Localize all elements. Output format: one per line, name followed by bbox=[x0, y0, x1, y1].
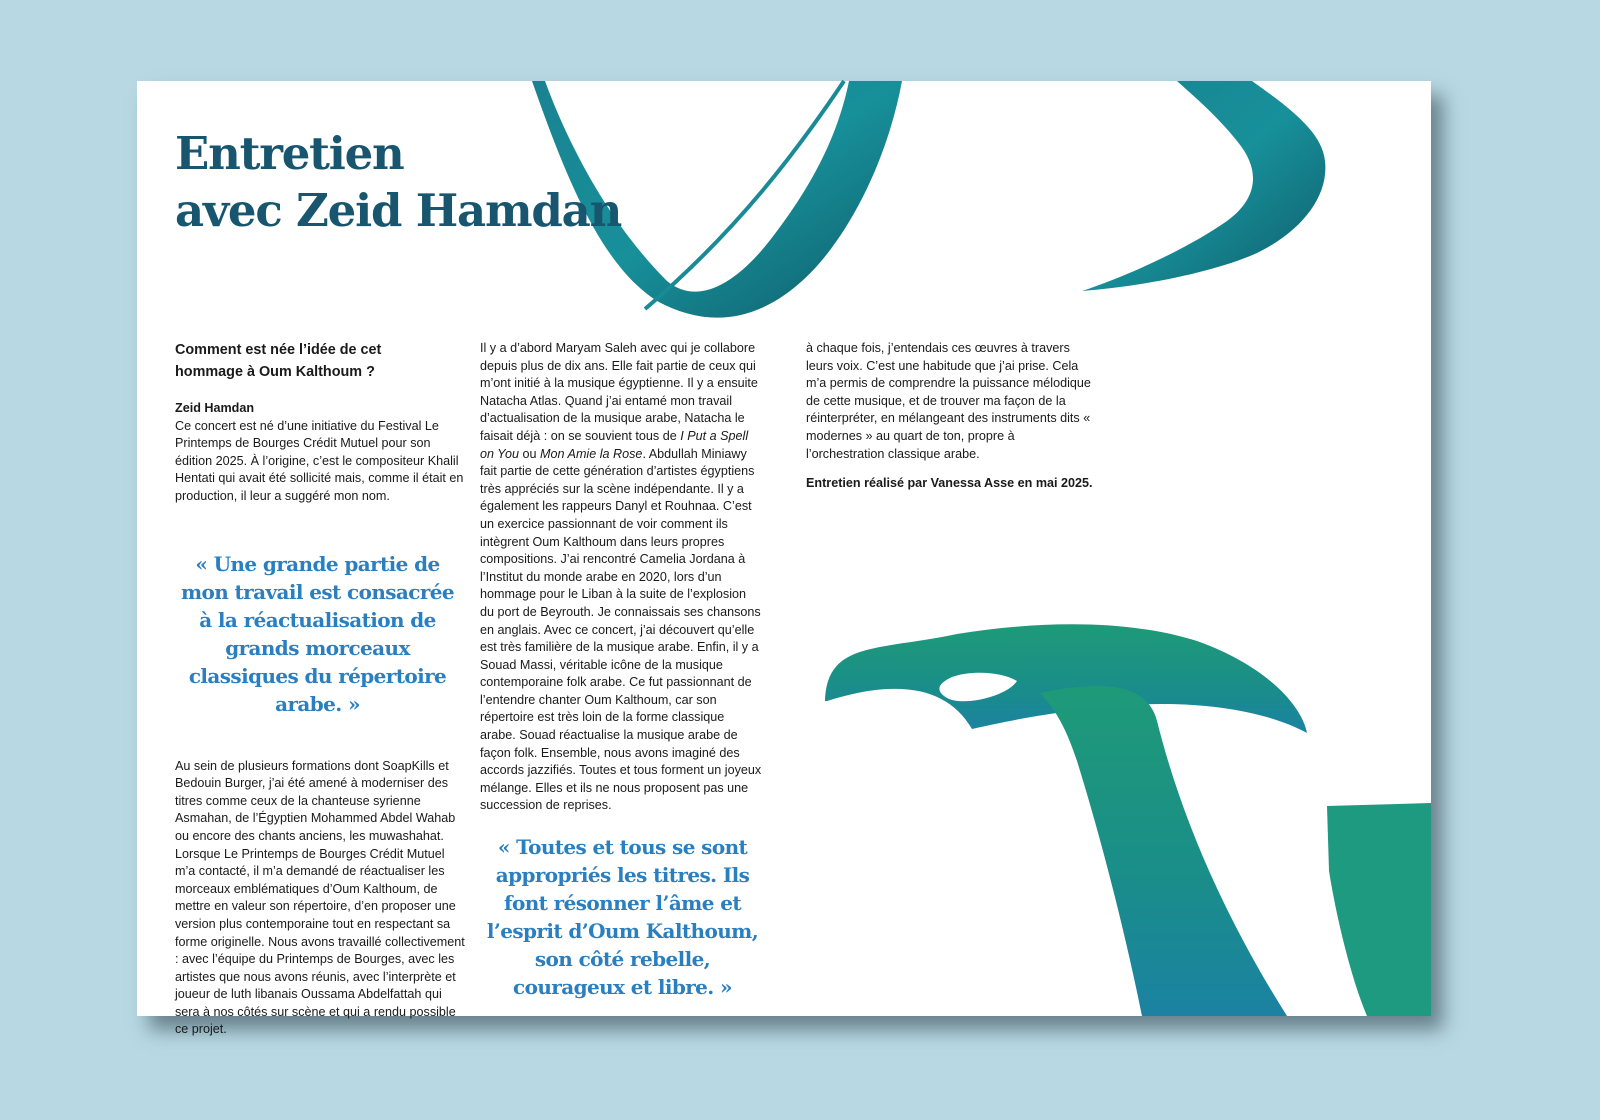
article-title bbox=[175, 125, 621, 239]
column-left-body: Au sein de plusieurs formations dont SoapKills et Bedouin Burger, j’ai été amené à moderniser des titres comme ceux de la chanteuse syrienne Asmahan, de l’Égyptien Mohammed Abdel Wahab ou encore des chants anciens, les muwashahat. Lorsque Le Printemps de Bourges Crédit Mutuel m’a contacté, il m’a demandé de réactualiser les morceaux emblématiques d’Oum Kalthoum, de mettre en valeur son répertoire, d’en proposer une version plus contemporaine tout en respectant sa forme originelle. Nous avons travaillé collectivement : avec l’équipe du Printemps de Bourges, avec les artistes que nous avons réunis, avec l’interprète et joueur de luth libanais Oussama Abdelfattah qui sera à nos côtés sur scène et qui a rendu possible ce projet. bbox=[175, 758, 465, 1037]
body-text: . Abdullah Miniawy fait partie de cette génération d’artistes égyptiens très appréciés sur la scène indépendante. Il y a également les rappeurs Danyl et Rouhnaa. C’est un exercice passionnant de voir comment ils intègrent Oum Kalthoum dans leurs propres compositions. J’ai rencontré Camelia Jordana à l’Institut du monde arabe en 2020, lors d’un hommage pour le Liban à la suite de l’explosion du port de Beyrouth. Je connaissais ses chansons en anglais. Avec ce concert, j’ai découvert qu’elle est très familière de la musique arabe. Enfin, il y a Souad Massi, véritable icône de la musique contemporaine folk arabe. Ce fut passionnant de l’entendre chanter Oum Kalthoum, car son répertoire est très loin de la forme classique arabe. Souad réactualise la musique arabe de façon folk. Ensemble, nous avons imaginé des accords jazzifiés. Toutes et tous forment un joyeux mélange. Elles et ils ne nous proposent pas une succession de reprises. bbox=[480, 446, 762, 813]
column-middle bbox=[480, 340, 762, 1001]
brush-stroke-bottom-right bbox=[1327, 803, 1431, 1016]
column-right-body: à chaque fois, j’entendais ces œuvres à travers leurs voix. C’est une habitude que j’ai prise. Cela m’a permis de comprendre la puissance mélodique de cette musique, et de trouver ma façon de la réinterpréter, en mélangeant des instruments dits « modernes » au quart de ton, propre à l’orchestration classique arabe. bbox=[806, 341, 1091, 461]
speaker-name: Zeid Hamdan bbox=[175, 401, 255, 415]
column-left bbox=[175, 340, 465, 1039]
column-middle-body bbox=[480, 340, 762, 815]
brush-stroke-bottom-leg bbox=[1040, 686, 1287, 1016]
title-line-1: Entretien bbox=[175, 127, 404, 180]
pull-quote-2: « Toutes et tous se sont appropriés les titres. Ils font résonner l’âme et l’esprit d’Oum Kalthoum, son côté rebelle, courageux et libre. » bbox=[486, 835, 759, 1000]
brush-stroke-top-hook bbox=[1082, 81, 1325, 291]
body-text: Il y a d’abord Maryam Saleh avec qui je collabore depuis plus de dix ans. Elle fait partie de ceux qui m’ont initié à la musique égyptienne. Il y a ensuite Natacha Atlas. Quand j’ai entamé mon travail d’actualisation de la musique arabe, Natacha le faisait déjà : on se souvient tous de bbox=[480, 341, 758, 443]
answer-intro: Ce concert est né d’une initiative du Festival Le Printemps de Bourges Crédit Mutuel pour son édition 2025. À l’origine, c’est le compositeur Khalil Hentati qui avait été sollicité mais, comme il était en production, il leur a suggéré mon nom. bbox=[175, 418, 464, 503]
column-right bbox=[806, 340, 1094, 493]
pull-quote-1: « Une grande partie de mon travail est consacrée à la réactualisation de grands morceaux classiques du répertoire arabe. » bbox=[180, 551, 455, 716]
article-credit: Entretien réalisé par Vanessa Asse en mai 2025. bbox=[806, 476, 1093, 491]
interview-question: Comment est née l’idée de cet hommage à Oum Kalthoum ? bbox=[175, 342, 382, 380]
title-line-2: avec Zeid Hamdan bbox=[175, 184, 622, 237]
song-title: I Put a Spell on You bbox=[480, 428, 749, 461]
body-text: ou bbox=[522, 446, 537, 461]
magazine-page bbox=[137, 81, 1431, 1037]
song-title: Mon Amie la Rose bbox=[540, 446, 643, 461]
